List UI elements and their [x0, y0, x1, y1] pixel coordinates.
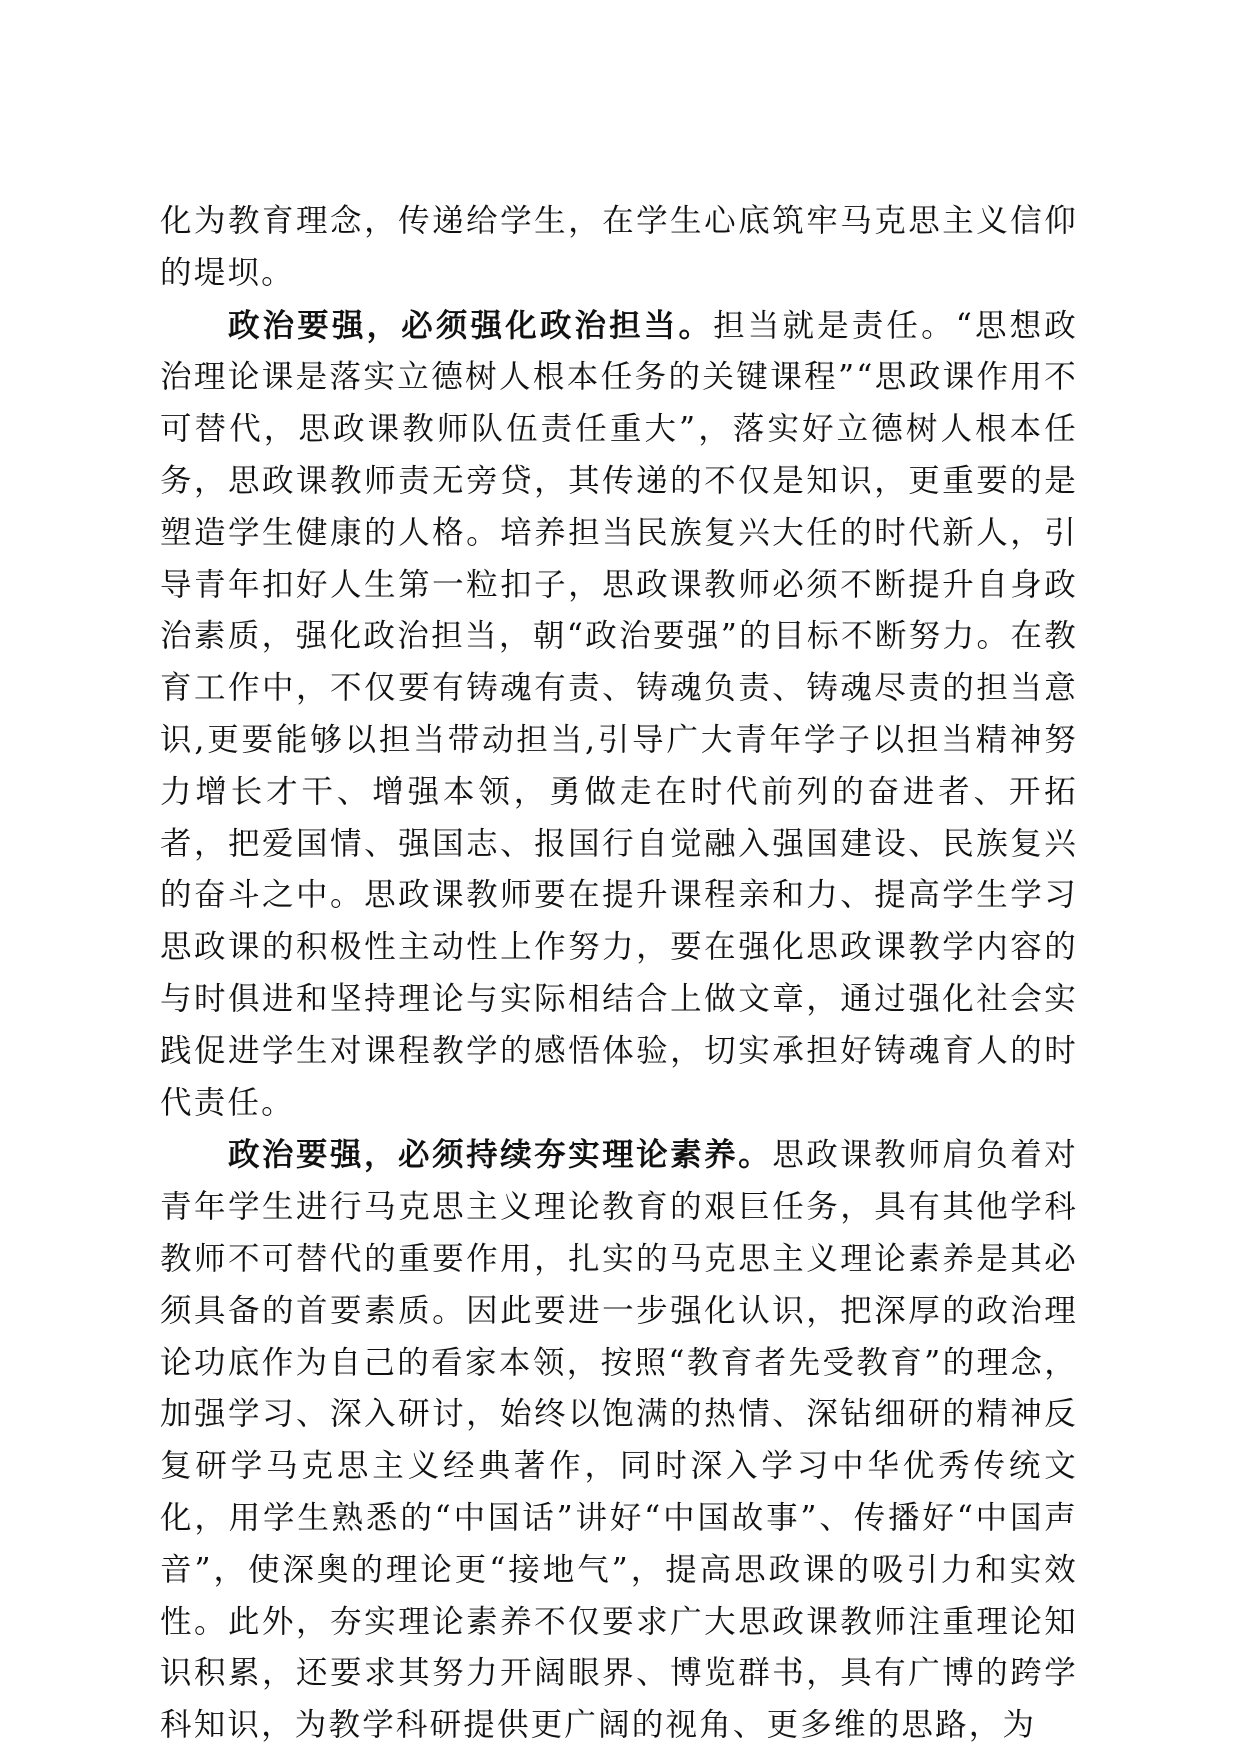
- paragraph-continuation: [160, 196, 1078, 300]
- paragraph-political-responsibility: [160, 300, 1078, 1130]
- paragraph-heading: 政治要强，必须持续夯实理论素养。: [228, 1136, 773, 1174]
- paragraph-theoretical-literacy: [160, 1129, 1078, 1752]
- paragraph-heading: 政治要强，必须强化政治担当。: [228, 306, 714, 344]
- document-page: [160, 196, 1078, 1752]
- paragraph-text: 思政课教师肩负着对青年学生进行马克思主义理论教育的艰巨任务，具有其他学科教师不可替代的重要作用，扎实的马克思主义理论素养是其必须具备的首要素质。因此要进一步强化认识，把深厚的政治理论功底作为自己的看家本领，按照“教育者先受教育”的理念，加强学习、深入研讨，始终以饱满的热情、深钻细研的精神反复研学马克思主义经典著作，同时深入学习中华优秀传统文化，用学生熟悉的“中国话”讲好“中国故事”、传播好“中国声音”，使深奥的理论更“接地气”，提高思政课的吸引力和实效性。此外，夯实理论素养不仅要求广大思政课教师注重理论知识积累，还要求其努力开阔眼界、博览群书，具有广博的跨学科知识，为教学科研提供更广阔的视角、更多维的思路，为: [160, 1137, 1078, 1744]
- paragraph-text: 担当就是责任。“思想政治理论课是落实立德树人根本任务的关键课程”“思政课作用不可替代，思政课教师队伍责任重大”，落实好立德树人根本任务，思政课教师责无旁贷，其传递的不仅是知识，更重要的是塑造学生健康的人格。培养担当民族复兴大任的时代新人，引导青年扣好人生第一粒扣子，思政课教师必须不断提升自身政治素质，强化政治担当，朝“政治要强”的目标不断努力。在教育工作中，不仅要有铸魂有责、铸魂负责、铸魂尽责的担当意识,更要能够以担当带动担当,引导广大青年学子以担当精神努力增长才干、增强本领，勇做走在时代前列的奋进者、开拓者，把爱国情、强国志、报国行自觉融入强国建设、民族复兴的奋斗之中。思政课教师要在提升课程亲和力、提高学生学习思政课的积极性主动性上作努力，要在强化思政课教学内容的与时俱进和坚持理论与实际相结合上做文章，通过强化社会实践促进学生对课程教学的感悟体验，切实承担好铸魂育人的时代责任。: [160, 307, 1078, 1121]
- paragraph-text: 化为教育理念，传递给学生，在学生心底筑牢马克思主义信仰的堤坝。: [160, 203, 1078, 291]
